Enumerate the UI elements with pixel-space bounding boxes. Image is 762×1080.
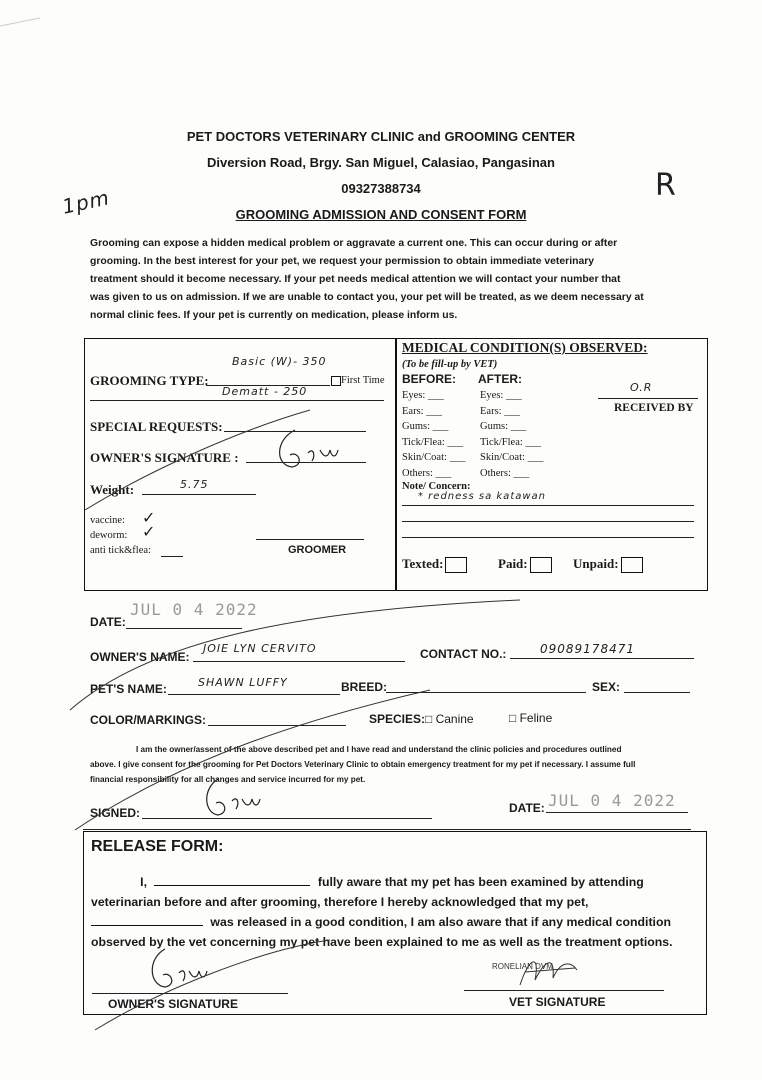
first-time-checkbox[interactable] <box>331 376 341 386</box>
signed-line[interactable] <box>142 818 432 819</box>
medical-title: MEDICAL CONDITION(S) OBSERVED: <box>402 340 648 355</box>
owner-signature-scribble <box>270 425 360 475</box>
color-label: COLOR/MARKINGS: <box>90 713 206 727</box>
unpaid-checkbox[interactable] <box>621 557 643 573</box>
date-stamp: JUL 0 4 2022 <box>130 600 258 619</box>
received-by-label: RECEIVED BY <box>614 402 694 414</box>
intro-paragraph <box>90 235 695 325</box>
texted-checkbox[interactable] <box>445 557 467 573</box>
release-title: RELEASE FORM: <box>91 838 224 855</box>
after-item: Gums: ___ <box>480 421 527 432</box>
deworm-check: ✓ <box>142 522 157 541</box>
box-divider <box>395 338 397 591</box>
owner-sig-line[interactable] <box>92 993 288 994</box>
contact-line[interactable] <box>510 658 694 659</box>
after-item: Eyes: ___ <box>480 390 522 401</box>
release-body <box>91 872 687 952</box>
handwritten-mark: R <box>655 168 677 203</box>
pet-name-line[interactable] <box>168 694 340 695</box>
clinic-name: PET DOCTORS VETERINARY CLINIC and GROOMING CENTER <box>186 129 576 144</box>
vaccine-label: vaccine: <box>90 515 125 526</box>
clinic-phone: 09327388734 <box>341 181 421 196</box>
signed-date-stamp: JUL 0 4 2022 <box>548 791 676 810</box>
note-line-3[interactable] <box>402 537 694 538</box>
contact-label: CONTACT NO.: <box>420 647 507 661</box>
note-label: Note/ Concern: <box>402 481 471 492</box>
before-label: BEFORE: <box>402 372 456 386</box>
pet-name-label: PET'S NAME: <box>90 682 167 696</box>
before-list <box>402 388 465 481</box>
before-item: Gums: ___ <box>402 421 449 432</box>
breed-label: BREED: <box>341 680 388 694</box>
owner-signature-label: OWNER'S SIGNATURE : <box>90 450 239 465</box>
note-line-2[interactable] <box>402 521 694 522</box>
received-by-line[interactable] <box>598 398 698 399</box>
release-pet-blank[interactable] <box>91 914 203 926</box>
owner-name-value: JOIE LYN CERVITO <box>203 642 317 655</box>
antitick-label: anti tick&flea: <box>90 545 151 556</box>
release-line: observed by the vet concerning my pet have been explained to me as well as the treatment options. <box>91 935 673 949</box>
species-label: SPECIES: <box>369 712 426 726</box>
unpaid-field[interactable]: Unpaid: <box>573 556 643 573</box>
after-item: Skin/Coat: ___ <box>480 452 544 463</box>
release-name-blank[interactable] <box>154 874 310 886</box>
first-time-label: First Time <box>341 375 385 386</box>
before-item: Tick/Flea: ___ <box>402 436 464 448</box>
release-line: veterinarian before and after grooming, therefore I hereby acknowledged that my pet, <box>91 895 589 909</box>
grooming-type-label: GROOMING TYPE: <box>90 373 209 388</box>
intro-line: was given to us on admission. If we are unable to contact you, your pet will be treated, as we deem necessary at <box>90 292 644 303</box>
date-label: DATE: <box>90 615 126 629</box>
before-item: Skin/Coat: ___ <box>402 452 466 463</box>
groomer-label: GROOMER <box>288 544 347 556</box>
sex-line[interactable] <box>624 692 690 693</box>
consent-divider <box>83 829 691 830</box>
contact-value: 09089178471 <box>540 642 635 656</box>
after-item: Ears: ___ <box>480 405 520 417</box>
release-line: was released in a good condition, I am also aware that if any medical condition <box>91 912 687 932</box>
sex-label: SEX: <box>592 680 621 694</box>
owner-name-line[interactable] <box>193 661 405 662</box>
paid-field[interactable]: Paid: <box>498 556 552 573</box>
texted-field[interactable]: Texted: <box>402 556 467 573</box>
feline-option[interactable]: □ Feline <box>509 711 553 725</box>
note-value: * redness sa katawan <box>418 491 547 502</box>
owner-name-label: OWNER'S NAME: <box>90 650 190 664</box>
weight-label: Weight: <box>90 482 135 497</box>
signed-signature-scribble <box>200 775 270 820</box>
vet-sig-line[interactable] <box>464 990 664 991</box>
consent-line: financial responsibility for all changes and service incurred for my pet. <box>90 775 366 784</box>
antitick-line[interactable] <box>161 556 183 557</box>
release-owner-signature-scribble <box>145 945 215 995</box>
received-by-value: O.R <box>630 381 653 394</box>
release-line: I, fully aware that my pet has been examined by attending <box>140 875 644 889</box>
note-line-1[interactable] <box>402 505 694 506</box>
after-item: Tick/Flea: ___ <box>480 436 542 448</box>
consent-line: I am the owner/assent of the above described pet and I have read and understand the clinic policies and procedures outlined <box>136 745 622 754</box>
color-line[interactable] <box>208 725 346 726</box>
clinic-address: Diversion Road, Brgy. San Miguel, Calasiao, Pangasinan <box>207 155 555 170</box>
vet-sig-label: VET SIGNATURE <box>509 995 606 1009</box>
medical-subtitle: (To be fill-up by VET) <box>402 359 498 370</box>
breed-line[interactable] <box>386 692 586 693</box>
form-title: GROOMING ADMISSION AND CONSENT FORM <box>235 207 527 222</box>
intro-line: grooming. In the best interest for your pet, we request your permission to obtain immediate veterinary <box>90 256 595 267</box>
weight-value: 5.75 <box>180 478 209 491</box>
grooming-type-line-2 <box>90 400 384 401</box>
before-item: Others: ___ <box>402 467 452 479</box>
handwritten-time: 1pm <box>60 185 112 219</box>
special-requests-label: SPECIAL REQUESTS: <box>90 419 223 434</box>
weight-line[interactable] <box>142 494 256 495</box>
signed-date-label: DATE: <box>509 801 545 815</box>
owner-sig-label: OWNER'S SIGNATURE <box>108 997 238 1011</box>
signed-label: SIGNED: <box>90 806 141 820</box>
vaccine-check: ✓ <box>142 508 157 527</box>
first-time-option[interactable] <box>331 375 384 386</box>
groomer-line[interactable] <box>256 539 364 540</box>
after-list <box>480 388 543 481</box>
before-item: Eyes: ___ <box>402 390 444 401</box>
vet-signature-scribble <box>515 950 585 995</box>
canine-option[interactable]: □ Canine <box>425 712 474 726</box>
after-label: AFTER: <box>478 372 522 386</box>
intro-line: normal clinic fees. If your pet is currently on medication, please inform us. <box>90 310 458 321</box>
grooming-type-value-1: Basic (W)- 350 <box>232 355 327 368</box>
grooming-type-value-2: Dematt - 250 <box>222 385 308 398</box>
pet-name-value: SHAWN LUFFY <box>198 676 288 689</box>
deworm-label: deworm: <box>90 530 128 541</box>
intro-line: Grooming can expose a hidden medical problem or aggravate a current one. This can occur during or after <box>90 238 618 249</box>
signed-date-line[interactable] <box>546 812 688 813</box>
intro-line: treatment should it become necessary. If your pet needs medical attention we will contact your number that <box>90 274 621 285</box>
after-item: Others: ___ <box>480 467 530 479</box>
vet-stamp: RONELIAN DVM <box>492 962 553 971</box>
date-line[interactable] <box>126 628 242 629</box>
consent-paragraph <box>90 742 695 787</box>
consent-line: above. I give consent for the grooming for Pet Doctors Veterinary Clinic to obtain emergency treatment for my pet if necessary. I assume full <box>90 760 636 769</box>
paid-checkbox[interactable] <box>530 557 552 573</box>
before-item: Ears: ___ <box>402 405 442 417</box>
